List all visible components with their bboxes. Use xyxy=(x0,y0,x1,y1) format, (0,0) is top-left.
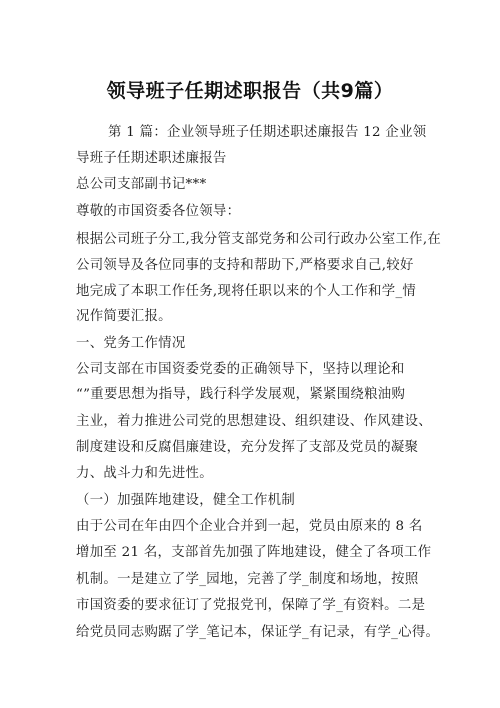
paragraph-line: 市国资委的要求征订了党报党刊，保障了学_有资料。二是 xyxy=(76,598,426,613)
paragraph-line: 导班子任期述职述廉报告 xyxy=(76,151,227,166)
paragraph-line: 公司支部在市国资委党委的正确领导下，坚持以理论和 xyxy=(76,362,405,377)
paragraph-line: 力、战斗力和先进性。 xyxy=(76,466,213,481)
paragraph-line: 公司领导及各位同事的支持和帮助下,严格要求自己,较好 xyxy=(76,258,414,273)
paragraph-line: 由于公司在年由四个企业合并到一起，党员由原来的 8 名 xyxy=(76,519,423,534)
paragraph-line: 况作简要汇报。 xyxy=(76,309,172,324)
paragraph-line: “”重要思想为指导，践行科学发展观，紧紧围绕粮油购 xyxy=(76,387,406,402)
paragraph-line: 尊敬的市国资委各位领导： xyxy=(76,204,241,219)
paragraph-line: 第 1 篇：企业领导班子任期述职述廉报告 12 企业领 xyxy=(108,125,427,140)
paragraph-line: 地完成了本职工作任务,现将任职以来的个人工作和学_情 xyxy=(76,284,417,299)
paragraph-line: 制度建设和反腐倡廉建设，充分发挥了支部及党员的凝聚 xyxy=(76,440,419,455)
paragraph-line: 总公司支部副书记*** xyxy=(76,177,207,192)
paragraph-line: 机制。一是建立了学_园地，完善了学_制度和场地，按照 xyxy=(76,572,419,587)
paragraph-line: 根据公司班子分工,我分管支部党务和公司行政办公室工作,在 xyxy=(76,232,442,247)
paragraph-line: 给党员同志购踞了学_笔记本，保证学_有记录，有学_心得。 xyxy=(76,625,440,640)
paragraph-line: 增加至 21 名，支部首先加强了阵地建设，健全了各项工作 xyxy=(76,545,432,560)
section-heading: 一、党务工作情况 xyxy=(76,336,186,351)
subsection-heading: （一）加强阵地建设，健全工作机制 xyxy=(76,493,296,508)
document-title: 领导班子任期述职报告（共9篇） xyxy=(106,80,394,102)
paragraph-line: 主业，着力推进公司党的思想建设、组织建设、作风建设、 xyxy=(76,414,432,429)
